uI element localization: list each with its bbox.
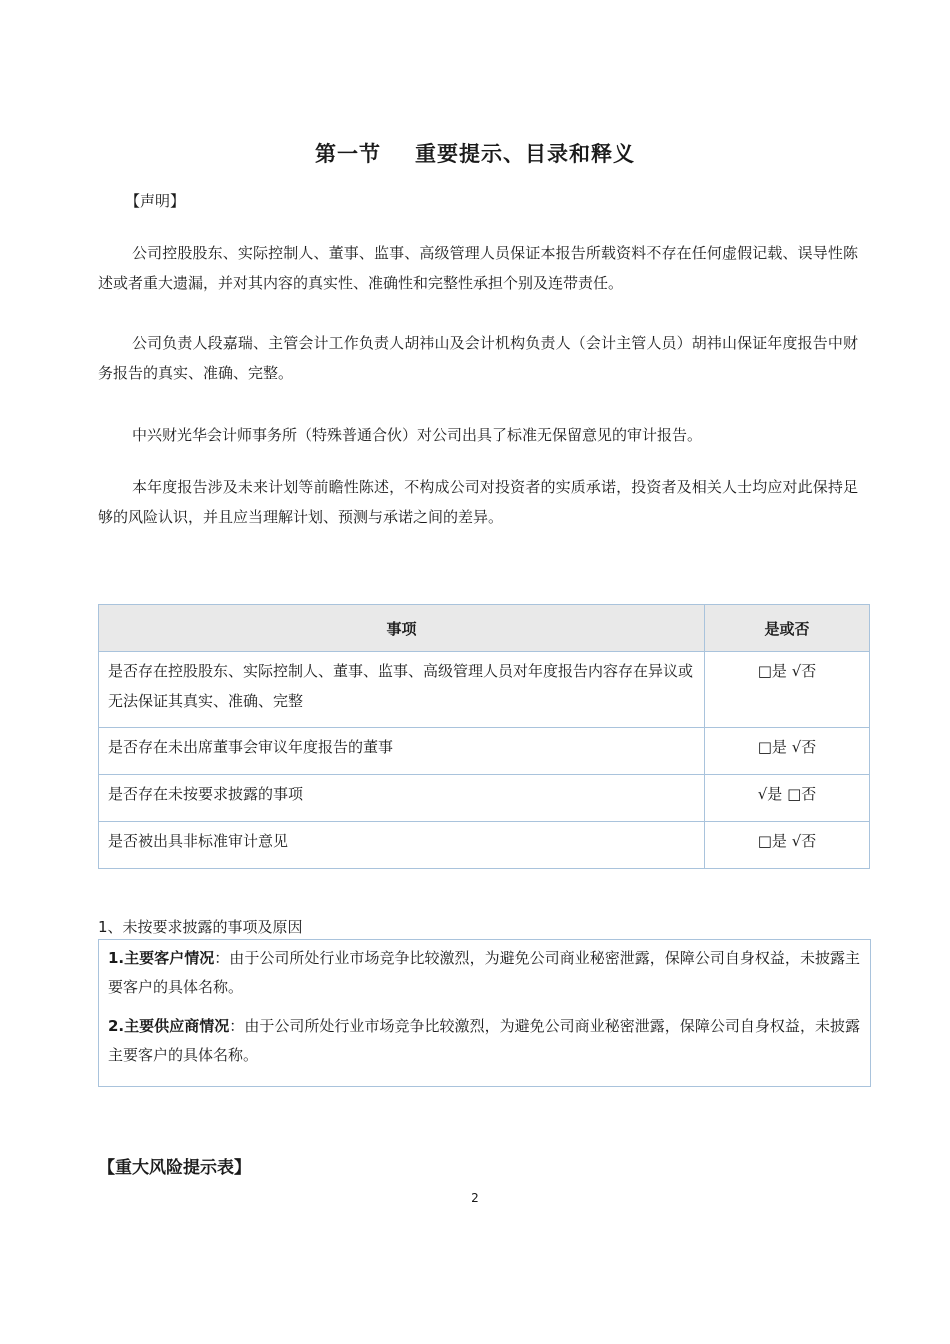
table-row xyxy=(99,775,870,822)
undisclosed-box xyxy=(98,939,871,1087)
table-row xyxy=(99,822,870,869)
item-separator: ： xyxy=(229,1017,245,1035)
item-separator: ： xyxy=(214,949,230,967)
declaration-paragraph-2: 公司负责人段嘉瑞、主管会计工作负责人胡祎山及会计机构负责人（会计主管人员）胡祎山保证年度报告中财务报告的真实、准确、完整。 xyxy=(98,334,858,382)
row-answer: √是 □否 xyxy=(705,775,870,822)
header-item: 事项 xyxy=(99,605,705,652)
page-number: 2 xyxy=(471,1191,479,1205)
section-heading: 重要提示、目录和释义 xyxy=(415,142,635,166)
row-item: 是否被出具非标准审计意见 xyxy=(99,822,705,869)
undisclosed-item xyxy=(108,1012,860,1070)
item-text: 由于公司所处行业市场竞争比较激烈，为避免公司商业秘密泄露，保障公司自身权益，未披露主要客户的具体名称。 xyxy=(108,949,860,996)
section-number: 第一节 xyxy=(315,142,381,166)
row-item: 是否存在未出席董事会审议年度报告的董事 xyxy=(99,728,705,775)
item-text: 由于公司所处行业市场竞争比较激烈，为避免公司商业秘密泄露，保障公司自身权益，未披露主要客户的具体名称。 xyxy=(108,1017,860,1064)
declaration-paragraph-4: 本年度报告涉及未来计划等前瞻性陈述，不构成公司对投资者的实质承诺，投资者及相关人士均应对此保持足够的风险认识，并且应当理解计划、预测与承诺之间的差异。 xyxy=(98,478,858,526)
row-answer: □是 √否 xyxy=(705,822,870,869)
table-row xyxy=(99,728,870,775)
item-label: 2.主要供应商情况 xyxy=(108,1017,230,1035)
disclosure-table xyxy=(98,604,870,869)
section-title xyxy=(0,138,950,168)
header-yes-no: 是或否 xyxy=(705,605,870,652)
table-header-row xyxy=(99,605,870,652)
risk-heading: 【重大风险提示表】 xyxy=(98,1158,251,1178)
undisclosed-heading: 1、未按要求披露的事项及原因 xyxy=(98,918,303,936)
row-answer: □是 √否 xyxy=(705,728,870,775)
table-row xyxy=(99,652,870,728)
declaration-paragraph-1: 公司控股股东、实际控制人、董事、监事、高级管理人员保证本报告所载资料不存在任何虚假记载、误导性陈述或者重大遗漏，并对其内容的真实性、准确性和完整性承担个别及连带责任。 xyxy=(98,244,858,292)
undisclosed-item xyxy=(108,944,860,1002)
row-item: 是否存在控股股东、实际控制人、董事、监事、高级管理人员对年度报告内容存在异议或无法保证其真实、准确、完整 xyxy=(99,652,705,728)
row-item: 是否存在未按要求披露的事项 xyxy=(99,775,705,822)
row-answer: □是 √否 xyxy=(705,652,870,728)
declaration-label: 【声明】 xyxy=(125,192,186,210)
declaration-paragraph-3: 中兴财光华会计师事务所（特殊普通合伙）对公司出具了标准无保留意见的审计报告。 xyxy=(132,426,703,444)
item-label: 1.主要客户情况 xyxy=(108,949,215,967)
